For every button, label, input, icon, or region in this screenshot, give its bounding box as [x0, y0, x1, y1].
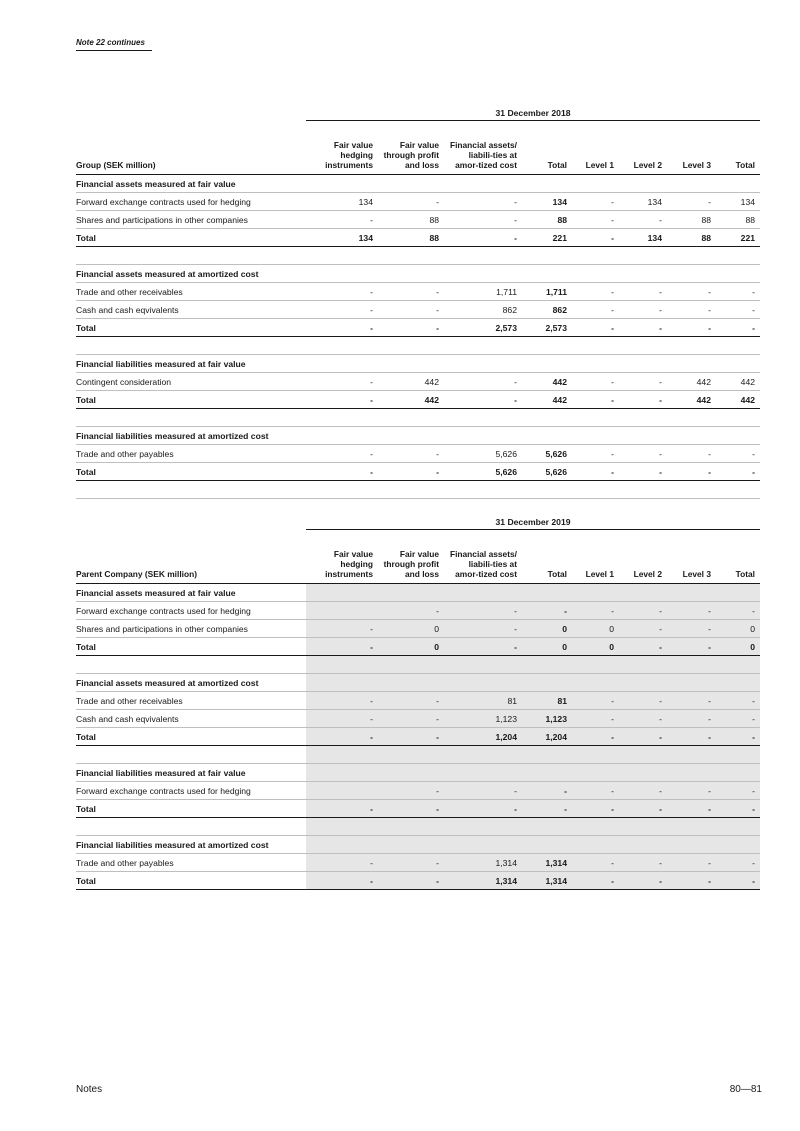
total-row	[76, 229, 760, 247]
row-label: Forward exchange contracts used for hedging	[76, 193, 306, 211]
col-header: Fair value hedging instruments	[306, 121, 378, 175]
cell-value: -	[306, 319, 378, 337]
cell-value: 88	[716, 211, 760, 229]
cell-value: 442	[378, 373, 444, 391]
cell-value: -	[667, 800, 716, 818]
col-header: Financial assets/ liabili-ties at amor-tized cost	[444, 530, 522, 584]
total-row	[76, 872, 760, 890]
cell-value: -	[378, 872, 444, 890]
spacer-row	[76, 656, 760, 674]
col-header: Fair value hedging instruments	[306, 530, 378, 584]
cell-value: 221	[716, 229, 760, 247]
cell-value: -	[378, 800, 444, 818]
row-label: Cash and cash eqvivalents	[76, 301, 306, 319]
cell-value: -	[378, 319, 444, 337]
col-header: Fair value through profit and loss	[378, 121, 444, 175]
table-row	[76, 782, 760, 800]
cell-value: 0	[716, 638, 760, 656]
section-heading-row	[76, 355, 760, 373]
section-heading: Financial assets measured at amortized cost	[76, 674, 306, 692]
cell-value: -	[667, 445, 716, 463]
cell-value: -	[306, 728, 378, 746]
cell-value: -	[619, 710, 667, 728]
cell-value: -	[572, 301, 619, 319]
col-header: Total	[716, 530, 760, 584]
spacer-row	[76, 409, 760, 427]
cell-value: -	[306, 211, 378, 229]
cell-value: -	[619, 800, 667, 818]
cell-value: -	[378, 445, 444, 463]
cell-value: -	[306, 463, 378, 481]
cell-value: -	[572, 445, 619, 463]
table-row	[76, 620, 760, 638]
row-label: Trade and other payables	[76, 854, 306, 872]
cell-value: 1,314	[444, 854, 522, 872]
row-label: Total	[76, 319, 306, 337]
row-label: Total	[76, 872, 306, 890]
cell-value: 1,204	[444, 728, 522, 746]
cell-value: -	[716, 800, 760, 818]
cell-value: -	[716, 692, 760, 710]
table-row	[76, 193, 760, 211]
cell-value: -	[572, 463, 619, 481]
cell-value: 2,573	[444, 319, 522, 337]
cell-value: -	[306, 445, 378, 463]
cell-value: -	[667, 638, 716, 656]
cell-value: -	[378, 782, 444, 800]
cell-value: 1,314	[522, 854, 572, 872]
cell-value	[306, 782, 378, 800]
row-label: Total	[76, 463, 306, 481]
cell-value: 5,626	[522, 463, 572, 481]
cell-value: 2,573	[522, 319, 572, 337]
section-heading: Financial assets measured at fair value	[76, 175, 306, 193]
cell-value: -	[444, 620, 522, 638]
cell-value: 88	[667, 211, 716, 229]
cell-value: -	[444, 373, 522, 391]
table-body	[76, 175, 760, 499]
cell-value: 134	[619, 229, 667, 247]
col-header: Fair value through profit and loss	[378, 530, 444, 584]
cell-value: -	[619, 391, 667, 409]
cell-value: -	[716, 463, 760, 481]
footer-section-name: Notes	[76, 1084, 103, 1095]
cell-value: -	[378, 710, 444, 728]
cell-value: -	[716, 728, 760, 746]
cell-value: -	[306, 373, 378, 391]
cell-value: 221	[522, 229, 572, 247]
cell-value: -	[572, 229, 619, 247]
section-heading-row	[76, 265, 760, 283]
row-label: Total	[76, 800, 306, 818]
cell-value: -	[378, 854, 444, 872]
cell-value: 0	[572, 638, 619, 656]
cell-value: -	[378, 602, 444, 620]
cell-value: 1,204	[522, 728, 572, 746]
section-heading-row	[76, 427, 760, 445]
cell-value: 88	[667, 229, 716, 247]
section-heading-row	[76, 764, 760, 782]
cell-value: -	[572, 800, 619, 818]
cell-value: 5,626	[522, 445, 572, 463]
cell-value: -	[667, 301, 716, 319]
row-label: Contingent consideration	[76, 373, 306, 391]
cell-value: -	[378, 193, 444, 211]
cell-value: -	[667, 620, 716, 638]
column-header-row	[76, 530, 760, 584]
row-label: Total	[76, 229, 306, 247]
cell-value: 442	[716, 391, 760, 409]
cell-value: 1,123	[522, 710, 572, 728]
cell-value: 442	[667, 373, 716, 391]
section-heading-row	[76, 175, 760, 193]
section-heading: Financial liabilities measured at amortized cost	[76, 427, 306, 445]
cell-value: -	[619, 872, 667, 890]
cell-value: -	[572, 283, 619, 301]
cell-value: -	[619, 283, 667, 301]
cell-value: -	[306, 800, 378, 818]
cell-value: -	[619, 211, 667, 229]
col-header: Level 1	[572, 530, 619, 584]
total-row	[76, 800, 760, 818]
row-label: Total	[76, 728, 306, 746]
table-row	[76, 301, 760, 319]
cell-value: 134	[619, 193, 667, 211]
spacer-row	[76, 247, 760, 265]
cell-value: -	[572, 373, 619, 391]
row-label: Trade and other receivables	[76, 692, 306, 710]
table-row	[76, 602, 760, 620]
cell-value: -	[667, 872, 716, 890]
table-label: Parent Company (SEK million)	[76, 530, 306, 584]
cell-value: -	[667, 728, 716, 746]
cell-value: -	[619, 445, 667, 463]
cell-value: -	[378, 463, 444, 481]
cell-value: -	[667, 319, 716, 337]
cell-value: -	[619, 638, 667, 656]
spacer-row	[76, 818, 760, 836]
cell-value: 1,314	[522, 872, 572, 890]
cell-value: -	[522, 602, 572, 620]
cell-value: -	[716, 872, 760, 890]
table-row	[76, 283, 760, 301]
cell-value: 81	[444, 692, 522, 710]
cell-value: -	[667, 782, 716, 800]
cell-value: 0	[716, 620, 760, 638]
row-label: Forward exchange contracts used for hedging	[76, 602, 306, 620]
footer-page-numbers: 80—81	[729, 1084, 762, 1095]
group-fair-value-table	[76, 105, 760, 499]
total-row	[76, 391, 760, 409]
row-label: Shares and participations in other companies	[76, 211, 306, 229]
spacer-row	[76, 481, 760, 499]
cell-value: -	[667, 854, 716, 872]
cell-value: 1,123	[444, 710, 522, 728]
cell-value: -	[667, 283, 716, 301]
cell-value: -	[572, 193, 619, 211]
cell-value: 0	[522, 638, 572, 656]
cell-value: 442	[667, 391, 716, 409]
col-header: Level 3	[667, 121, 716, 175]
cell-value: -	[716, 854, 760, 872]
cell-value: -	[619, 782, 667, 800]
section-heading: Financial liabilities measured at fair value	[76, 764, 306, 782]
cell-value: -	[619, 463, 667, 481]
cell-value: -	[619, 692, 667, 710]
row-label: Cash and cash eqvivalents	[76, 710, 306, 728]
cell-value: -	[572, 391, 619, 409]
cell-value: -	[572, 782, 619, 800]
period-heading: 31 December 2019	[306, 514, 760, 530]
cell-value: -	[444, 391, 522, 409]
section-heading: Financial assets measured at fair value	[76, 584, 306, 602]
cell-value: -	[306, 692, 378, 710]
cell-value: 442	[716, 373, 760, 391]
cell-value: -	[306, 854, 378, 872]
cell-value: -	[716, 602, 760, 620]
cell-value: -	[667, 692, 716, 710]
cell-value: -	[522, 782, 572, 800]
cell-value: -	[572, 728, 619, 746]
total-row	[76, 463, 760, 481]
cell-value: -	[306, 710, 378, 728]
cell-value: -	[444, 193, 522, 211]
cell-value: -	[716, 445, 760, 463]
cell-value: -	[378, 283, 444, 301]
cell-value: 134	[306, 193, 378, 211]
cell-value: -	[716, 710, 760, 728]
cell-value: -	[716, 301, 760, 319]
cell-value: -	[667, 602, 716, 620]
cell-value: -	[306, 620, 378, 638]
cell-value: -	[444, 229, 522, 247]
cell-value: -	[378, 728, 444, 746]
cell-value: -	[572, 710, 619, 728]
cell-value: -	[572, 692, 619, 710]
spacer-row	[76, 746, 760, 764]
cell-value: 88	[522, 211, 572, 229]
table-row	[76, 211, 760, 229]
spacer-row	[76, 337, 760, 355]
section-heading-row	[76, 836, 760, 854]
col-header: Level 2	[619, 530, 667, 584]
cell-value: -	[572, 319, 619, 337]
period-header-row	[76, 514, 760, 530]
col-header: Total	[522, 121, 572, 175]
section-heading: Financial liabilities measured at fair value	[76, 355, 306, 373]
cell-value: 442	[378, 391, 444, 409]
cell-value: -	[306, 301, 378, 319]
cell-value: 5,626	[444, 445, 522, 463]
section-heading-row	[76, 674, 760, 692]
cell-value: 1,711	[522, 283, 572, 301]
cell-value: -	[306, 638, 378, 656]
cell-value: -	[444, 782, 522, 800]
cell-value: 442	[522, 391, 572, 409]
table-label: Group (SEK million)	[76, 121, 306, 175]
cell-value: -	[378, 692, 444, 710]
cell-value: 0	[572, 620, 619, 638]
cell-value: 81	[522, 692, 572, 710]
table-row	[76, 710, 760, 728]
cell-value: -	[306, 872, 378, 890]
cell-value: 134	[716, 193, 760, 211]
column-header-row	[76, 121, 760, 175]
cell-value: -	[306, 283, 378, 301]
col-header: Total	[716, 121, 760, 175]
cell-value: -	[619, 373, 667, 391]
cell-value: 0	[378, 620, 444, 638]
cell-value: -	[378, 301, 444, 319]
cell-value: 5,626	[444, 463, 522, 481]
cell-value: 0	[522, 620, 572, 638]
cell-value: 134	[306, 229, 378, 247]
col-header: Financial assets/ liabili-ties at amor-tized cost	[444, 121, 522, 175]
cell-value: -	[619, 620, 667, 638]
row-label: Total	[76, 638, 306, 656]
cell-value: 862	[444, 301, 522, 319]
cell-value: 1,711	[444, 283, 522, 301]
cell-value: -	[619, 301, 667, 319]
note-continuation-header: Note 22 continues	[76, 38, 152, 51]
cell-value: 0	[378, 638, 444, 656]
cell-value: 862	[522, 301, 572, 319]
cell-value: -	[572, 602, 619, 620]
cell-value: -	[667, 710, 716, 728]
period-header-row	[76, 105, 760, 121]
section-heading: Financial assets measured at amortized cost	[76, 265, 306, 283]
cell-value: 442	[522, 373, 572, 391]
cell-value: -	[667, 193, 716, 211]
cell-value: -	[444, 211, 522, 229]
col-header: Total	[522, 530, 572, 584]
total-row	[76, 728, 760, 746]
cell-value: -	[619, 728, 667, 746]
cell-value: -	[572, 854, 619, 872]
cell-value: -	[444, 638, 522, 656]
cell-value	[306, 602, 378, 620]
cell-value: -	[522, 800, 572, 818]
cell-value: -	[572, 872, 619, 890]
table-row	[76, 373, 760, 391]
table-body	[76, 584, 760, 890]
row-label: Trade and other payables	[76, 445, 306, 463]
cell-value: 1,314	[444, 872, 522, 890]
cell-value: -	[572, 211, 619, 229]
cell-value: -	[619, 854, 667, 872]
cell-value: -	[619, 602, 667, 620]
total-row	[76, 638, 760, 656]
parent-company-fair-value-table	[76, 514, 760, 890]
section-heading-row	[76, 584, 760, 602]
row-label: Forward exchange contracts used for hedging	[76, 782, 306, 800]
col-header: Level 2	[619, 121, 667, 175]
cell-value: -	[619, 319, 667, 337]
cell-value: -	[716, 782, 760, 800]
cell-value: -	[306, 391, 378, 409]
cell-value: 88	[378, 211, 444, 229]
cell-value: 88	[378, 229, 444, 247]
col-header: Level 3	[667, 530, 716, 584]
cell-value: -	[667, 463, 716, 481]
row-label: Total	[76, 391, 306, 409]
period-heading: 31 December 2018	[306, 105, 760, 121]
row-label: Shares and participations in other companies	[76, 620, 306, 638]
cell-value: 134	[522, 193, 572, 211]
table-row	[76, 854, 760, 872]
section-heading: Financial liabilities measured at amortized cost	[76, 836, 306, 854]
table-row	[76, 445, 760, 463]
cell-value: -	[716, 319, 760, 337]
cell-value: -	[444, 800, 522, 818]
col-header: Level 1	[572, 121, 619, 175]
total-row	[76, 319, 760, 337]
cell-value: -	[716, 283, 760, 301]
row-label: Trade and other receivables	[76, 283, 306, 301]
table-row	[76, 692, 760, 710]
cell-value: -	[444, 602, 522, 620]
